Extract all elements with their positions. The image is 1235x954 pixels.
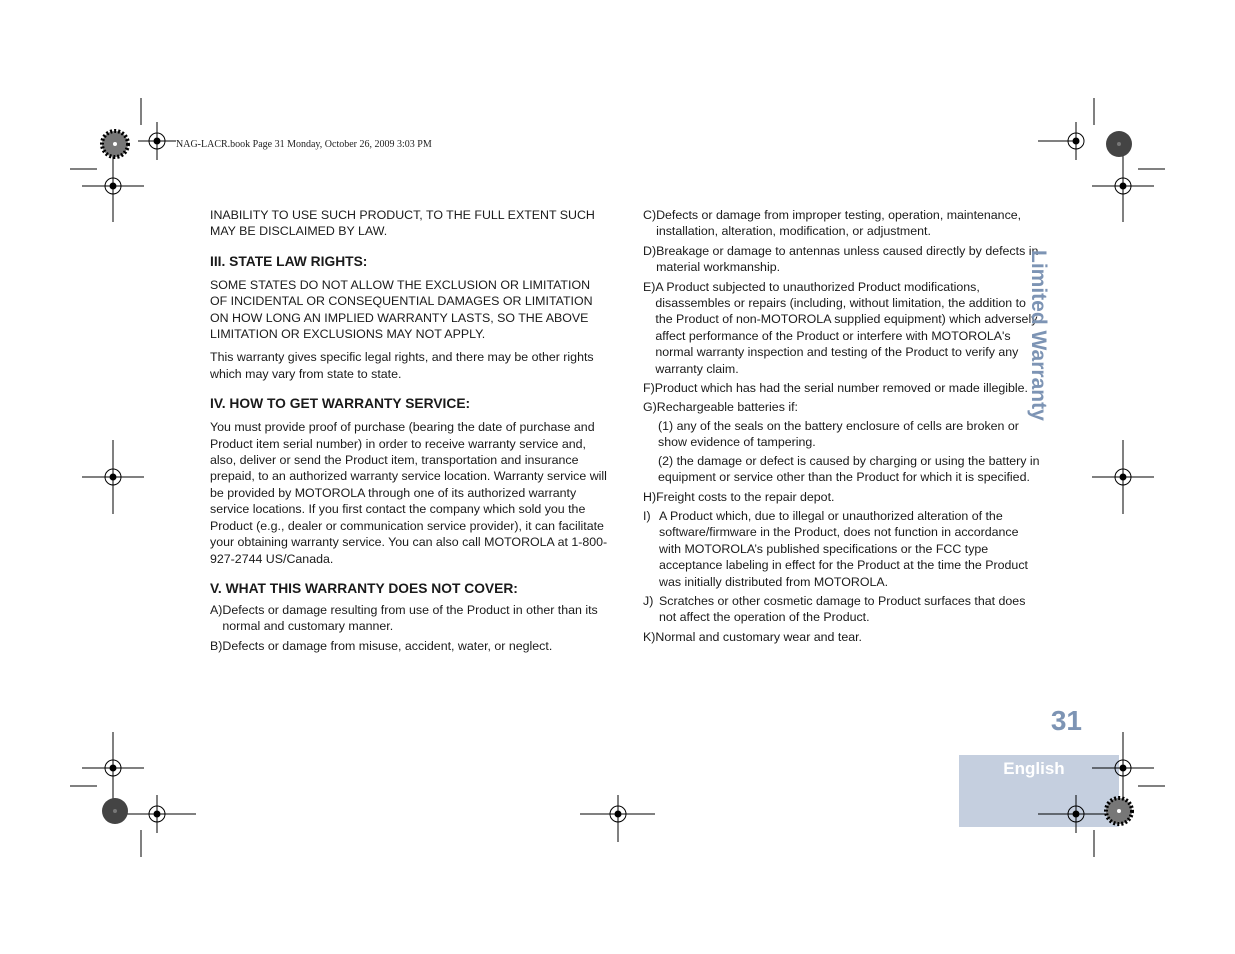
list-item-text: A Product which, due to illegal or unauthorized alteration of the software/firmware in the Product, does not function in accordance with MOTOROLA’s published specifications or the FCC type acceptance labeling in effect for the Product at the time the Product was initially distributed from MOTOROLA.: [659, 508, 1028, 589]
section-3-paragraph-2: This warranty gives specific legal rights, and there may be other rights which may vary from state to state.: [210, 350, 594, 381]
page-number: 31: [1050, 705, 1082, 736]
list-item-label: H): [643, 489, 657, 504]
target-icon: [82, 122, 1154, 842]
language-tab-label: English: [1003, 759, 1065, 778]
list-item-text: A Product subjected to unauthorized Product modifications, disassembles or repairs (including, without limitation, the addition to the Product of non-MOTOROLA supplied equipment) which adversely affect performance of the Product or interfere with MOTOROLA's normal warranty inspection and testing of the Product to verify any warranty claim.: [655, 279, 1038, 376]
section-4-heading: IV. HOW TO GET WARRANTY SERVICE:: [210, 396, 471, 412]
list-item-text: Freight costs to the repair depot.: [656, 489, 835, 504]
list-item-text: Defects or damage from improper testing, operation, maintenance, installation, alteration, modification, or adjustment.: [656, 208, 1022, 239]
list-item-label: F): [643, 381, 655, 396]
list-item-text: Rechargeable batteries if:: [656, 400, 798, 415]
section-3-paragraph-1: SOME STATES DO NOT ALLOW THE EXCLUSION OR LIMITATION OF INCIDENTAL OR CONSEQUENTIAL DAMAGES OR LIMITATION ON HOW LONG AN IMPLIED WARRANTY LASTS, SO THE ABOVE LIMITATION OR EXCLUSIONS MAY NOT APPLY.: [210, 277, 593, 342]
list-item-label: B): [210, 638, 223, 653]
battery-condition-2: (2) the damage or defect is caused by charging or using the battery in equipment or service other than the Product for which it is specified.: [658, 453, 1040, 485]
list-item-label: G): [643, 400, 657, 415]
section-5-heading: V. WHAT THIS WARRANTY DOES NOT COVER:: [210, 580, 518, 596]
list-item-label: E): [643, 279, 656, 294]
star-target-icon: [102, 131, 1132, 824]
list-item-label: A): [210, 602, 223, 617]
list-item-text: Defects or damage resulting from use of the Product in other than its normal and customary manner.: [222, 602, 598, 634]
list-item-label: J): [643, 593, 654, 608]
list-item-label: K): [643, 629, 656, 644]
section-title-text: Limited Warranty: [1027, 250, 1050, 421]
section-4-paragraph-1: You must provide proof of purchase (bearing the date of purchase and Product item serial number) in order to receive warranty service and, also, deliver or send the Product item, transportation and insurance prepaid, to an authorized warranty service location. Warranty service will be provided by MOTOROLA through one of its authorized warranty service locations. If you first contact the company which sold you the Product (e.g., dealer or communication service provider), it can facilitate your obtaining warranty service. You can also call MOTOROLA at 1-800-927-2744 US/Canada.: [210, 420, 608, 566]
intro-paragraph: INABILITY TO USE SUCH PRODUCT, TO THE FULL EXTENT SUCH MAY BE DISCLAIMED BY LAW.: [210, 208, 595, 239]
list-item-text: Normal and customary wear and tear.: [655, 629, 862, 644]
list-item-text: Scratches or other cosmetic damage to Product surfaces that does not affect the operation of the Product.: [659, 593, 1026, 625]
section-3-heading: III. STATE LAW RIGHTS:: [210, 253, 368, 269]
list-item-text: Product which has had the serial number removed or made illegible.: [654, 381, 1028, 396]
list-item-text: Defects or damage from misuse, accident, water, or neglect.: [222, 638, 553, 653]
list-item-label: I): [643, 508, 651, 523]
list-item-label: C): [643, 208, 657, 222]
book-slug: NAG-LACR.book Page 31 Monday, October 26, 2009 3:03 PM: [176, 139, 432, 150]
battery-condition-1: (1) any of the seals on the battery enclosure of cells are broken or show evidence of tampering.: [658, 418, 1019, 450]
list-item-label: D): [643, 243, 657, 258]
list-item-text: Breakage or damage to antennas unless caused directly by defects in material workmanship.: [656, 243, 1039, 275]
